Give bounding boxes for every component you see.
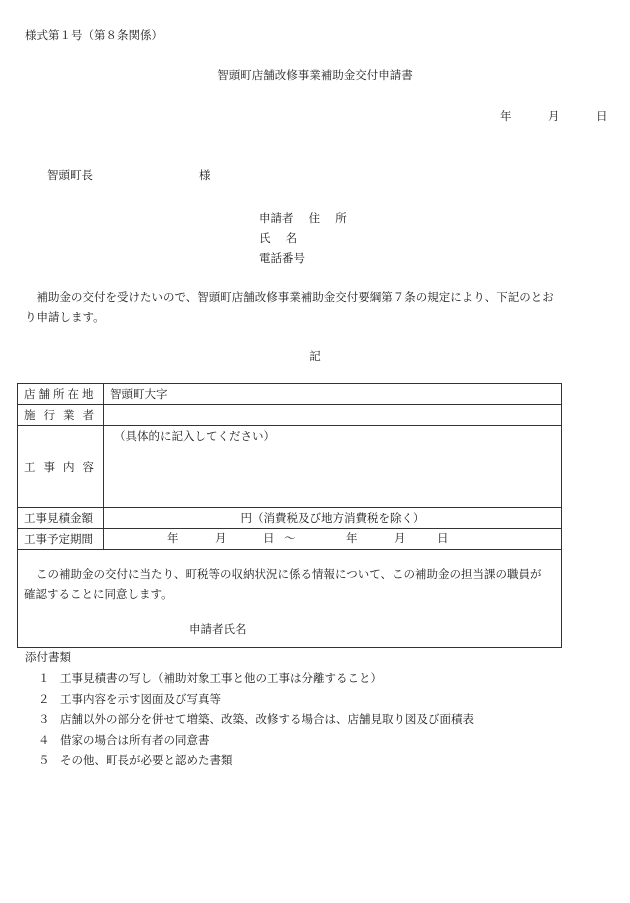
period-start-day: 日 xyxy=(263,531,275,545)
application-table xyxy=(17,383,562,648)
consent-name-label: 申請者氏名 xyxy=(189,622,247,636)
period-end-month: 月 xyxy=(394,531,406,545)
list-item: ５ その他、町長が必要と認めた書類 xyxy=(38,753,233,767)
period-label: 工事予定期間 xyxy=(18,529,104,550)
list-item: ２ 工事内容を示す図面及び写真等 xyxy=(38,691,221,706)
period-start-month: 月 xyxy=(215,531,227,545)
list-item: １ 工事見積書の写し（補助対象工事と他の工事は分離すること） xyxy=(38,671,382,685)
table-row-estimate xyxy=(18,508,562,529)
list-item: ３ 店舗以外の部分を併せて増築、改築、改修する場合は、店舗見取り図及び面積表 xyxy=(38,712,474,726)
period-end-year: 年 xyxy=(346,531,358,545)
work-content-label: 工事内容 xyxy=(18,426,104,508)
application-statement: 補助金の交付を受けたいので、智頭町店舗改修事業補助金交付要綱第７条の規定により、下記のとおり申請します。 xyxy=(25,290,554,324)
addressee-honorific: 様 xyxy=(199,168,211,182)
applicant-address-label: 申請者 住 所 xyxy=(259,211,347,225)
location-field[interactable]: 智頭町大字 xyxy=(104,384,562,405)
date-month-label: 月 xyxy=(548,109,560,123)
form-number-label: 様式第１号（第８条関係） xyxy=(25,28,163,42)
ki-heading: 記 xyxy=(309,349,321,363)
date-year-label: 年 xyxy=(500,109,512,123)
table-row-work xyxy=(18,426,562,508)
period-tilde: ～ xyxy=(284,531,296,545)
consent-text: この補助金の交付に当たり、町税等の収納状況に係る情報について、この補助金の担当課の職員が確認することに同意します。 xyxy=(24,567,542,601)
table-row-period xyxy=(18,529,562,550)
work-content-instruction: （具体的に記入してください） xyxy=(114,429,275,443)
applicant-phone-label: 電話番号 xyxy=(259,251,305,265)
estimate-field[interactable]: 円（消費税及び地方消費税を除く） xyxy=(104,508,562,529)
applicant-name-label: 氏 名 xyxy=(259,231,298,245)
table-row-location xyxy=(18,384,562,405)
location-label: 店舗所在地 xyxy=(18,384,104,405)
estimate-label: 工事見積金額 xyxy=(18,508,104,529)
date-day-label: 日 xyxy=(596,109,608,123)
attachments-list xyxy=(38,668,474,771)
period-field[interactable] xyxy=(104,529,562,550)
contractor-label: 施行業者 xyxy=(18,405,104,426)
addressee: 智頭町長 xyxy=(47,168,93,182)
period-end-day: 日 xyxy=(437,531,449,545)
document-title: 智頭町店舗改修事業補助金交付申請書 xyxy=(217,68,413,82)
table-row-consent xyxy=(18,550,562,648)
period-start-year: 年 xyxy=(167,531,179,545)
attachments-heading: 添付書類 xyxy=(25,650,71,664)
consent-cell xyxy=(18,550,562,648)
contractor-field[interactable] xyxy=(104,405,562,426)
table-row-contractor xyxy=(18,405,562,426)
applicant-block xyxy=(259,208,347,268)
list-item: ４ 借家の場合は所有者の同意書 xyxy=(38,732,210,747)
work-content-field[interactable] xyxy=(104,426,562,508)
